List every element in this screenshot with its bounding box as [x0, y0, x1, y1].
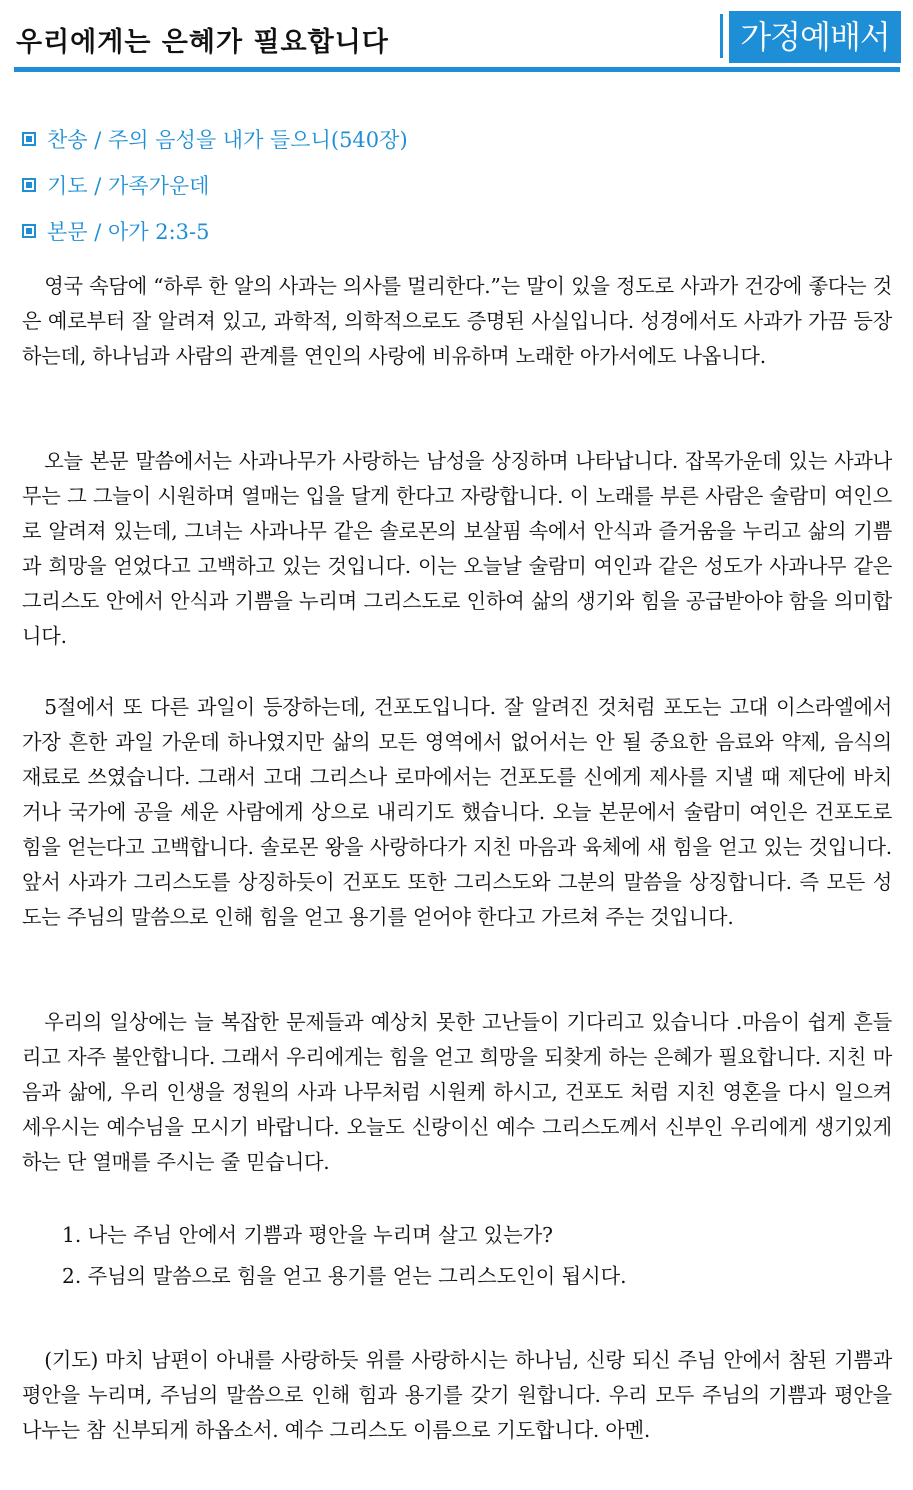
prayer-text: 기도 / 가족가운데 [47, 174, 210, 198]
worship-info [22, 116, 408, 254]
header-divider [720, 14, 723, 58]
reflection-question-2: 2. 주님의 말씀으로 힘을 얻고 용기를 얻는 그리스도인이 됩시다. [62, 1264, 627, 1288]
square-bullet-icon [22, 224, 36, 238]
scripture-text: 본문 / 아가 2:3-5 [47, 220, 210, 244]
header-rule [14, 67, 900, 72]
hymn-text: 찬송 / 주의 음성을 내가 들으니(540장) [47, 128, 408, 152]
hymn-line [22, 116, 408, 162]
page-header [0, 0, 913, 70]
prayer-line [22, 162, 408, 208]
body-paragraph-2: 오늘 본문 말씀에서는 사과나무가 사랑하는 남성을 상징하며 나타납니다. 잡목가운데 있는 사과나무는 그 그늘이 시원하며 열매는 입을 달게 한다고 자랑합니다. 이 노래를 부른 사람은 술람미 여인으로 알려져 있는데, 그녀는 사과나무 같은 솔로몬의 보살핌 속에서 안식과 즐거움을 누리고 삶의 기쁨과 희망을 얻었다고 고백하고 있는 것입니다. 이는 오늘날 술람미 여인과 같은 성도가 사과나무 같은 그리스도 안에서 안식과 기쁨을 누리며 그리스도로 인하여 삶의 생기와 힘을 공급받아야 함을 의미합니다. [22, 449, 892, 648]
body-paragraph-4: 우리의 일상에는 늘 복잡한 문제들과 예상치 못한 고난들이 기다리고 있습니다 .마음이 쉽게 흔들리고 자주 불안합니다. 그래서 우리에게는 힘을 얻고 희망을 되찾게 하는 은혜가 필요합니다. 지친 마음과 삶에, 우리 인생을 정원의 사과 나무처럼 시원케 하시고, 건포도 처럼 지친 영혼을 다시 일으켜 세우시는 예수님을 모시기 바랍니다. 오늘도 신랑이신 예수 그리스도께서 신부인 우리에게 생기있게 하는 단 열매를 주시는 줄 믿습니다. [22, 1010, 892, 1174]
page-title: 우리에게는 은혜가 필요합니다 [16, 27, 389, 58]
body-paragraph-3: 5절에서 또 다른 과일이 등장하는데, 건포도입니다. 잘 알려진 것처럼 포도는 고대 이스라엘에서 가장 흔한 과일 가운데 하나였지만 삶의 모든 영역에서 없어서는 안 될 중요한 음료와 약제, 음식의 재료로 쓰였습니다. 그래서 고대 그리스나 로마에서는 건포도를 신에게 제사를 지낼 때 제단에 바치거나 국가에 공을 세운 사람에게 상으로 내리기도 했습니다. 오늘 본문에서 술람미 여인은 건포도로 힘을 얻는다고 고백합니다. 솔로몬 왕을 사랑하다가 지친 마음과 육체에 새 힘을 얻고 있는 것입니다. 앞서 사과가 그리스도를 상징하듯이 건포도 또한 그리스도와 그분의 말씀을 상징합니다. 즉 모든 성도는 주님의 말씀으로 인해 힘을 얻고 용기를 얻어야 한다고 가르쳐 주는 것입니다. [22, 695, 892, 929]
category-badge: 가정예배서 [729, 11, 901, 63]
closing-prayer: (기도) 마치 남편이 아내를 사랑하듯 위를 사랑하시는 하나님, 신랑 되신 주님 안에서 참된 기쁨과 평안을 누리며, 주님의 말씀으로 인해 힘과 용기를 갖기 원합니다. 우리 모두 주님의 기쁨과 평안을 나누는 참 신부되게 하옵소서. 예수 그리스도 이름으로 기도합니다. 아멘. [22, 1348, 892, 1442]
square-bullet-icon [22, 132, 36, 146]
reflection-question-1: 1. 나는 주님 안에서 기쁨과 평안을 누리며 살고 있는가? [62, 1223, 553, 1247]
scripture-line [22, 208, 408, 254]
square-bullet-icon [22, 178, 36, 192]
body-paragraph-1: 영국 속담에 “하루 한 알의 사과는 의사를 멀리한다.”는 말이 있을 정도로 사과가 건강에 좋다는 것은 예로부터 잘 알려져 있고, 과학적, 의학적으로도 증명된 사실입니다. 성경에서도 사과가 가끔 등장하는데, 하나님과 사람의 관계를 연인의 사랑에 비유하며 노래한 아가서에도 나옵니다. [22, 274, 892, 368]
